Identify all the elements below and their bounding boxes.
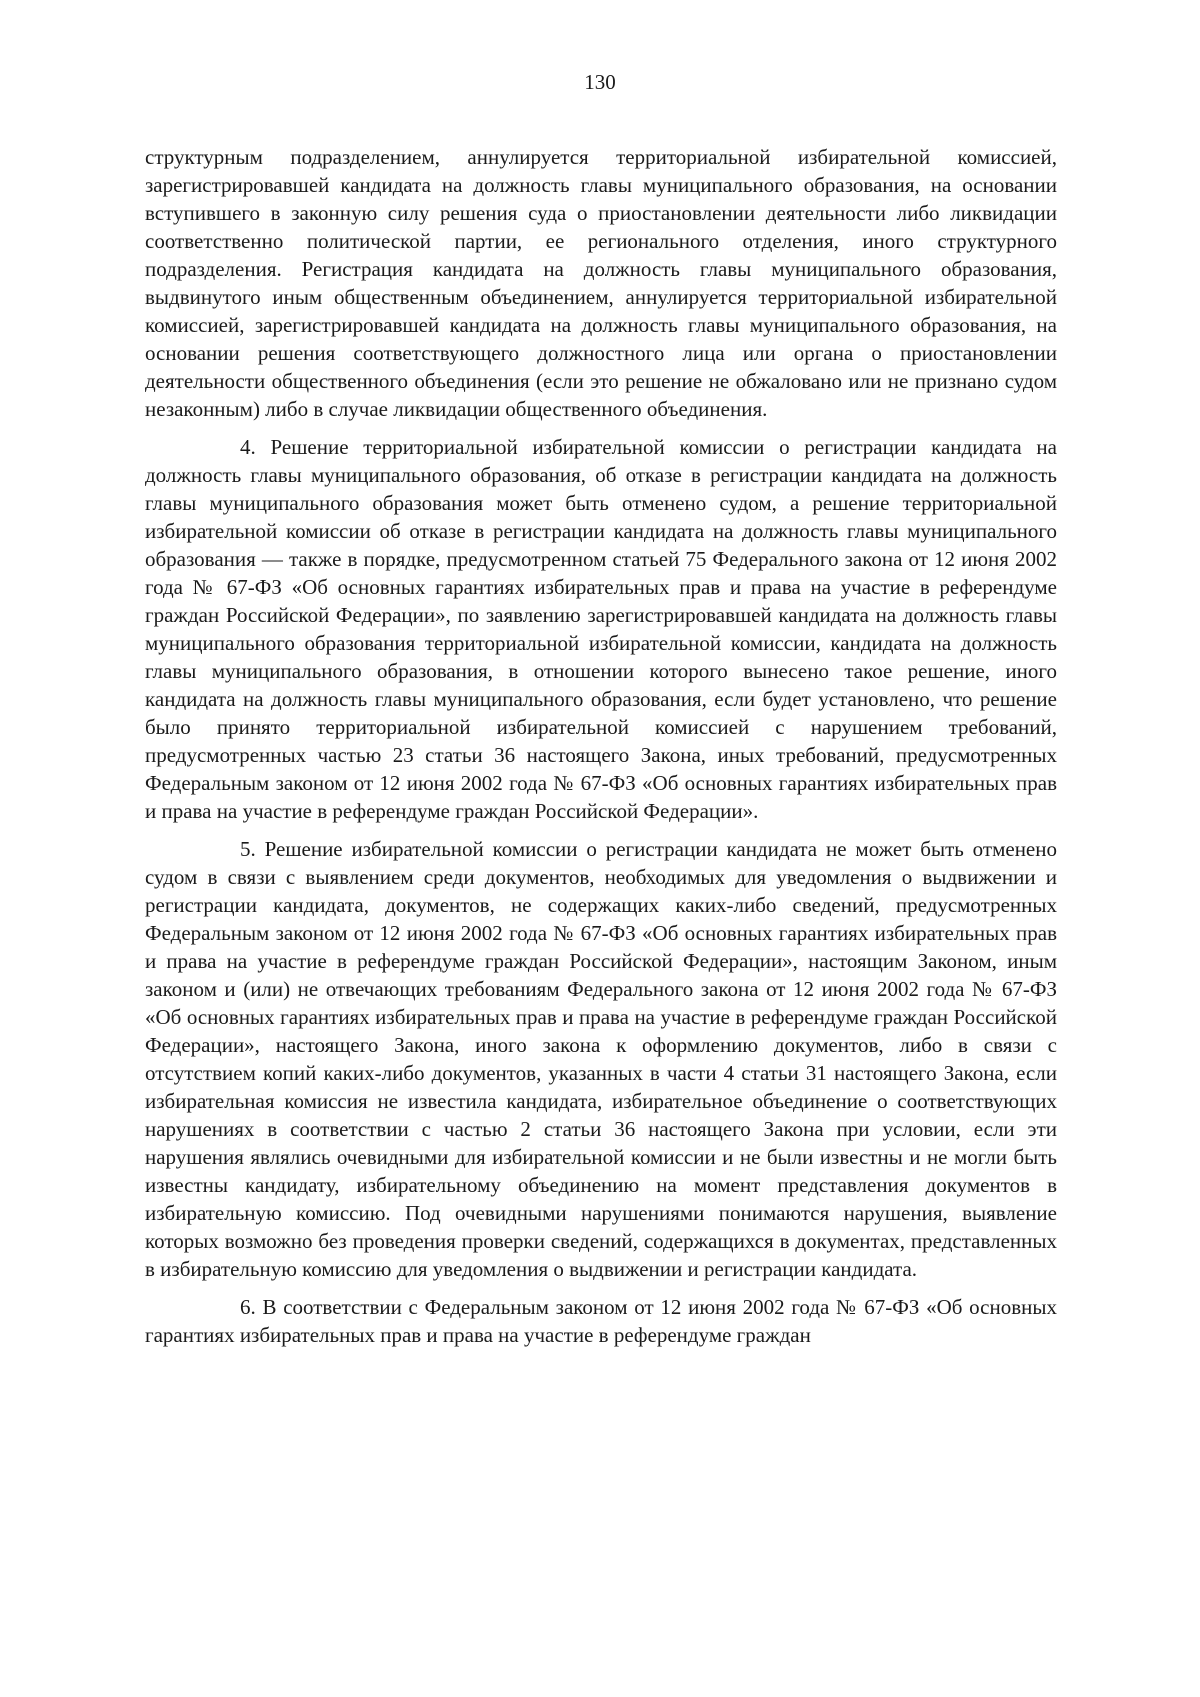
- paragraph-4: 4. Решение территориальной избирательной комиссии о регистрации кандидата на должность главы муниципального образования, об отказе в регистрации кандидата на должность главы муниципального образования может быть отменено судом, а решение территориальной избирательной комиссии об отказе в регистрации кандидата на должность главы муниципального образования — также в порядке, предусмотренном статьей 75 Федерального закона от 12 июня 2002 года № 67-ФЗ «Об основных гарантиях избирательных прав и права на участие в референдуме граждан Российской Федерации», по заявлению зарегистрировавшей кандидата на должность главы муниципального образования территориальной избирательной комиссии, кандидата на должность главы муниципального образования, в отношении которого вынесено такое решение, иного кандидата на должность главы муниципального образования, если будет установлено, что решение было принято территориальной избирательной комиссией с нарушением требований, предусмотренных частью 23 статьи 36 настоящего Закона, иных требований, предусмотренных Федеральным законом от 12 июня 2002 года № 67-ФЗ «Об основных гарантиях избирательных прав и права на участие в референдуме граждан Российской Федерации».: [145, 435, 1057, 823]
- document-body: [145, 143, 1057, 1349]
- page-number: 130: [584, 70, 616, 94]
- paragraph-5: 5. Решение избирательной комиссии о регистрации кандидата не может быть отменено судом в связи с выявлением среди документов, необходимых для уведомления о выдвижении и регистрации кандидата, документов, не содержащих каких-либо сведений, предусмотренных Федеральным законом от 12 июня 2002 года № 67-ФЗ «Об основных гарантиях избирательных прав и права на участие в референдуме граждан Российской Федерации», настоящим Законом, иным законом и (или) не отвечающих требованиям Федерального закона от 12 июня 2002 года № 67-ФЗ «Об основных гарантиях избирательных прав и права на участие в референдуме граждан Российской Федерации», настоящего Закона, иного закона к оформлению документов, либо в связи с отсутствием копий каких-либо документов, указанных в части 4 статьи 31 настоящего Закона, если избирательная комиссия не известила кандидата, избирательное объединение о соответствующих нарушениях в соответствии с частью 2 статьи 36 настоящего Закона при условии, если эти нарушения являлись очевидными для избирательной комиссии и не были известны и не могли быть известны кандидату, избирательному объединению на момент представления документов в избирательную комиссию. Под очевидными нарушениями понимаются нарушения, выявление которых возможно без проведения проверки сведений, содержащихся в документах, представленных в избирательную комиссию для уведомления о выдвижении и регистрации кандидата.: [145, 837, 1057, 1281]
- paragraph-continued: структурным подразделением, аннулируется территориальной избирательной комиссией, зарегистрировавшей кандидата на должность главы муниципального образования, на основании вступившего в законную силу решения суда о приостановлении деятельности либо ликвидации соответственно политической партии, ее регионального отделения, иного структурного подразделения. Регистрация кандидата на должность главы муниципального образования, выдвинутого иным общественным объединением, аннулируется территориальной избирательной комиссией, зарегистрировавшей кандидата на должность главы муниципального образования, на основании решения соответствующего должностного лица или органа о приостановлении деятельности общественного объединения (если это решение не обжаловано или не признано судом незаконным) либо в случае ликвидации общественного объединения.: [145, 145, 1057, 421]
- paragraph-6: 6. В соответствии с Федеральным законом от 12 июня 2002 года № 67-ФЗ «Об основных гарантиях избирательных прав и права на участие в референдуме граждан: [145, 1295, 1057, 1347]
